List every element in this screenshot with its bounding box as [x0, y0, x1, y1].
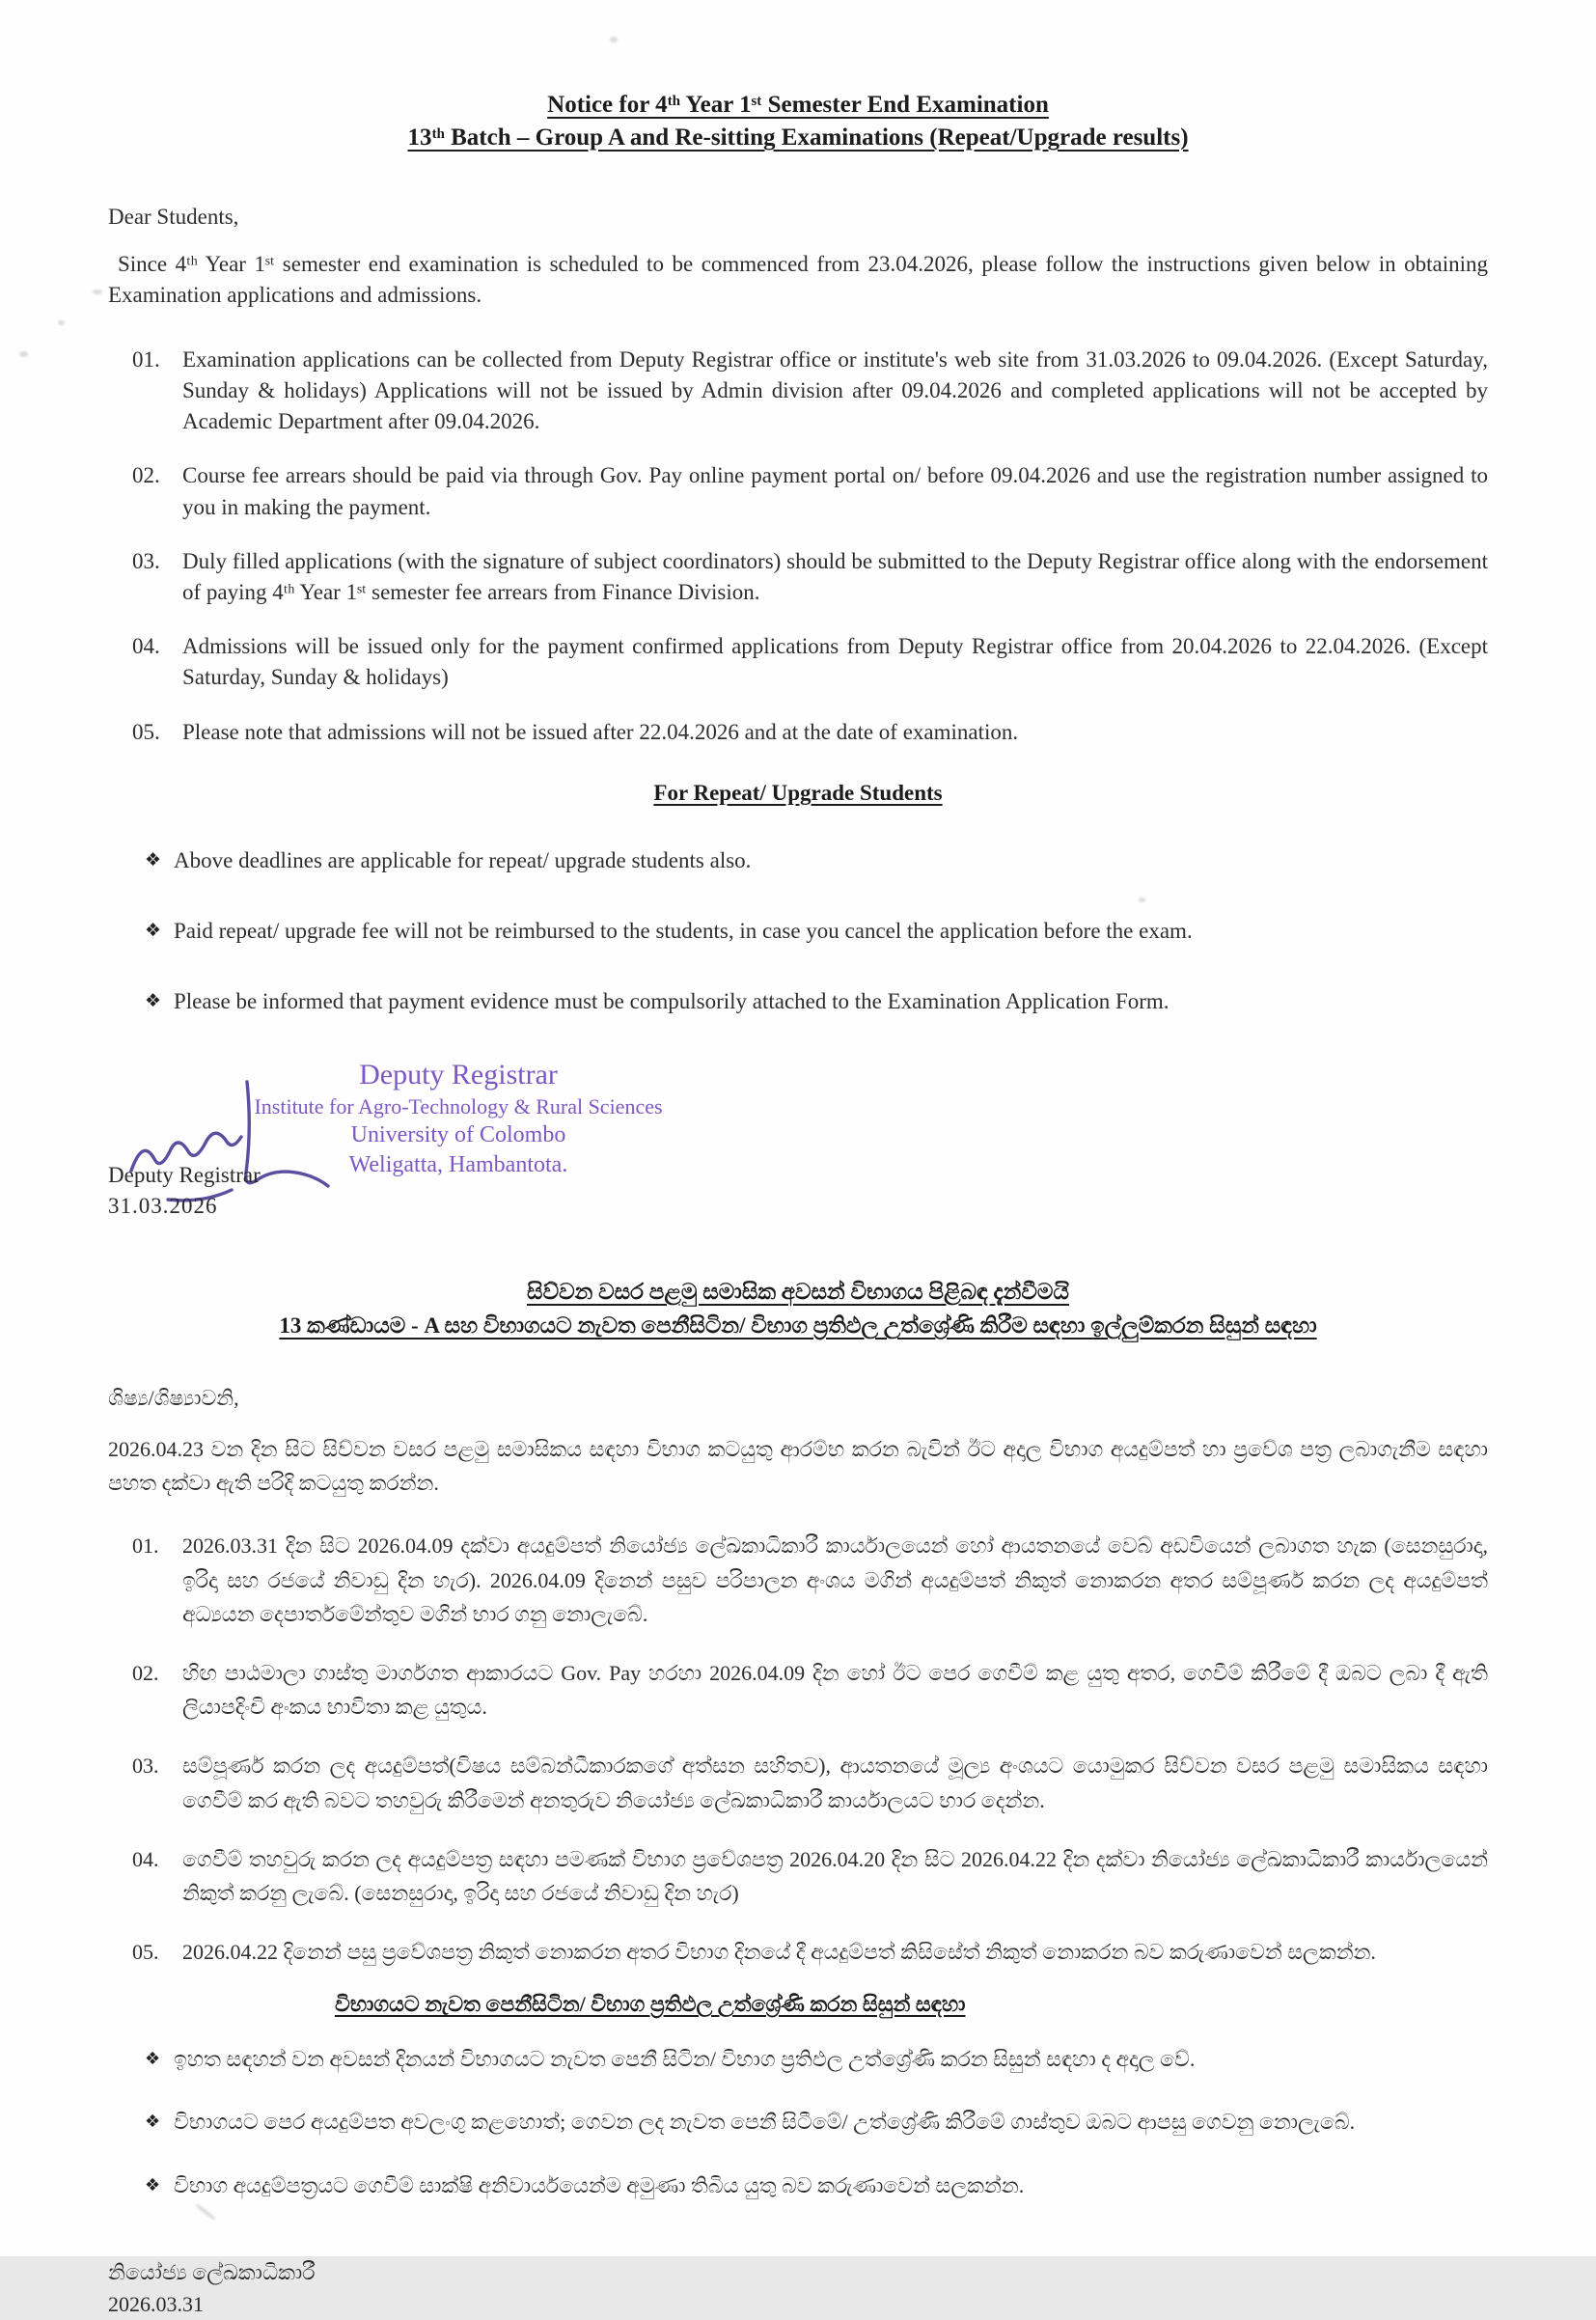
- item-number: 04.: [132, 634, 160, 659]
- diamond-bullet-icon: ❖: [145, 2049, 161, 2070]
- sinhala-title-line1: සිව්වන වසර පළමු සමාසික අවසන් විභාගය පිළිබඳ දැන්වීමයි: [527, 1279, 1069, 1304]
- bullet-item: [145, 2105, 1488, 2139]
- bullet-text: විභාග අයදුම්පත්‍රයට ගෙවීම් සාක්ෂි අනිවාර්යයෙන්ම අමුණා තිබිය යුතු බව කරුණාවෙන් සලකන්න.: [174, 2172, 1025, 2197]
- intro-paragraph-english: Since 4ᵗʰ Year 1ˢᵗ semester end examination is scheduled to be commenced from 23.04.2026, please follow the instructions given below in obtaining Examination applications and admissions.: [108, 251, 1488, 308]
- bullet-item: [145, 985, 1488, 1017]
- item-text: Please note that admissions will not be issued after 22.04.2026 and at the date of examination.: [182, 719, 1019, 744]
- sinhala-title-line2: 13 කණ්ඩායම - A සහ විභාගයට නැවත පෙනීසිටින/ විභාග ප්‍රතිඵල උත්ශ්‍රේණි කිරීම සඳහා ඉල්ලුම්කරන සිසුන් සඳහා: [279, 1313, 1317, 1339]
- scan-speck: [19, 351, 28, 357]
- item-text: Examination applications can be collected from Deputy Registrar office or institute's web site from 31.03.2026 to 09.04.2026. (Except Saturday, Sunday & holidays) Applications will not be issued by Admin division after 09.04.2026 and completed applications will not be accepted by Academic Department after 09.04.2026.: [182, 346, 1488, 434]
- bullet-item: [145, 2042, 1488, 2076]
- list-item: [132, 631, 1488, 693]
- notice-title-line2: 13ᵗʰ Batch – Group A and Re-sitting Examinations (Repeat/Upgrade results): [407, 124, 1189, 151]
- bullet-text: Above deadlines are applicable for repeat/ upgrade students also.: [174, 847, 752, 872]
- scan-speck: [1139, 898, 1145, 902]
- diamond-bullet-icon: ❖: [145, 2174, 161, 2196]
- stamp-institute: Institute for Agro-Technology & Rural Sciences: [254, 1094, 663, 1119]
- notice-title-line1: Notice for 4ᵗʰ Year 1ˢᵗ Semester End Examination: [547, 92, 1049, 118]
- list-item: [132, 1749, 1488, 1816]
- stamp-title: Deputy Registrar: [359, 1058, 558, 1091]
- item-text: Admissions will be issued only for the payment confirmed applications from Deputy Registrar office from 20.04.2026 to 22.04.2026. (Except Saturday, Sunday & holidays): [182, 634, 1488, 690]
- salutation-sinhala: ශිෂ්‍ය/ශිෂ්‍යාවනි,: [108, 1386, 239, 1410]
- sinhala-repeat-subheading: විභාගයට නැවත පෙනීසිටින/ විභාග ප්‍රතිඵල උත්ශ්‍රේණි කරන සිසුන් සඳහා: [335, 1992, 966, 2017]
- list-item: [132, 1842, 1488, 1910]
- signatory-name-english: Deputy Registrar: [108, 1162, 261, 1187]
- sinhala-title: [108, 1275, 1488, 1343]
- diamond-bullet-icon: ❖: [145, 848, 162, 870]
- notice-title: [108, 89, 1488, 154]
- intro-paragraph-sinhala: 2026.04.23 වන දින සිට සිව්වන වසර පළමු සමාසිකය සඳහා විභාග කටයුතු ආරම්භ කරන බැවින් ඊට අදාල විභාග අයදුම්පත් හා ප්‍රවේශ පත්‍ර ලබාගැනීම සඳහා පහත දක්වා ඇති පරිදි කටයුතු කරන්න.: [108, 1437, 1488, 1496]
- item-number: 03.: [132, 548, 160, 573]
- item-text: 2026.03.31 දින සිට 2026.04.09 දක්වා අයදුම්පත් නියෝජ්‍ය ලේඛකාධිකාරී කාර්යාලයෙන් හෝ ආයතනයේ වෙබ් අඩවියෙන් ලබාගත හැක (සෙනසුරාදා, ඉරිදා සහ රජයේ නිවාඩු දින හැර). 2026.04.09 දිනෙන් පසුව පරිපාලන අංශය මගින් අයදුම්පත් නිකුත් නොකරන අතර සම්පූර්ණ කරන ලද අයදුම්පත් අධ්‍යයන දෙපාර්තමේන්තුව මගින් භාර ගනු නොලැබේ.: [182, 1533, 1488, 1626]
- scan-speck: [93, 290, 102, 294]
- item-text: 2026.04.22 දිනෙන් පසු ප්‍රවේශපත්‍ර නිකුත් නොකරන අතර විභාග දිනයේ දී අයදුම්පත් කිසිසේත් නිකුත් නොකරන බව කරුණාවෙන් සලකන්න.: [182, 1940, 1376, 1965]
- bullet-item: [145, 915, 1488, 947]
- item-text: ගෙවීම් තහවුරු කරන ලද අයදුම්පත්‍ර සඳහා පමණක් විභාග ප්‍රවේශපත්‍ර 2026.04.20 දින සිට 2026.04.22 දින දක්වා නියෝජ්‍ය ලේඛකාධිකාරී කාර්යාලයෙන් නිකුත් කරනු ලැබේ. (සෙනසුරාදා, ඉරිදා සහ රජයේ නිවාඩු දින හැර): [182, 1846, 1488, 1905]
- scan-speck: [195, 2202, 217, 2221]
- stamp-location: Weligatta, Hambantota.: [348, 1151, 568, 1177]
- bullet-item: [145, 2168, 1488, 2202]
- signatory-name-sinhala: නියෝජ්‍ය ලේඛකාධිකාරී: [108, 2259, 316, 2284]
- signature-ink: [116, 1078, 367, 1213]
- scan-speck: [610, 37, 618, 42]
- bullet-item: [145, 844, 1488, 876]
- list-item: [132, 1656, 1488, 1724]
- list-item: [132, 460, 1488, 522]
- signature-zone: [108, 1057, 1488, 1261]
- bullet-text: Paid repeat/ upgrade fee will not be reimbursed to the students, in case you cancel the application before the exam.: [174, 919, 1193, 944]
- diamond-bullet-icon: ❖: [145, 990, 162, 1012]
- bullet-list-english: [108, 844, 1488, 1018]
- salutation-english: Dear Students,: [108, 204, 239, 229]
- list-item: [132, 546, 1488, 608]
- list-item: [132, 717, 1488, 748]
- item-number: 04.: [132, 1846, 159, 1871]
- list-item: [132, 345, 1488, 438]
- item-number: 02.: [132, 1660, 159, 1685]
- item-number: 01.: [132, 346, 160, 372]
- bullet-text: විභාගයට පෙර අයදුම්පත අවලංගු කළහොත්; ගෙවන ලද නැවත පෙනී සිටීමේ/ උත්ශ්‍රේණි කිරීමේ ගාස්තුව ඔබට ආපසු ගෙවනු නොලැබේ.: [174, 2110, 1356, 2135]
- item-number: 05.: [132, 719, 160, 744]
- bullet-text: ඉහත සඳහන් වන අවසන් දිනයන් විභාගයට නැවත පෙනී සිටින/ විභාග ප්‍රතිඵල උත්ශ්‍රේණි කරන සිසුන් සඳහා ද අදාල වේ.: [174, 2047, 1196, 2072]
- repeat-upgrade-heading: For Repeat/ Upgrade Students: [653, 780, 943, 805]
- stamp-university: University of Colombo: [350, 1122, 566, 1148]
- item-number: 02.: [132, 463, 160, 488]
- list-item: [132, 1529, 1488, 1631]
- scan-speck: [58, 320, 65, 325]
- diamond-bullet-icon: ❖: [145, 2112, 161, 2133]
- bullet-list-sinhala: [108, 2042, 1488, 2202]
- bullet-text: Please be informed that payment evidence must be compulsorily attached to the Examination Application Form.: [174, 989, 1169, 1014]
- item-text: සම්පූර්ණ කරන ලද අයදුම්පත්(විෂය සම්බන්ධීකාරකගේ අත්සන සහිතව), ආයතනයේ මූල්‍ය අංශයට යොමුකර සිව්වන වසර පළමු සමාසිකය සඳහා ගෙවීම් කර ඇති බවට තහවුරු කිරීමෙන් අනතුරුව නියෝජ්‍ය ලේඛකාධිකාරී කාර්යාලයට භාර දෙන්න.: [182, 1754, 1488, 1812]
- item-number: 05.: [132, 1940, 159, 1965]
- item-text: Course fee arrears should be paid via through Gov. Pay online payment portal on/ before 09.04.2026 and use the registration number assigned to you in making the payment.: [182, 463, 1488, 519]
- signature-date: 31.03.2026: [108, 1193, 218, 1218]
- numbered-list-english: [108, 345, 1488, 748]
- item-number: 03.: [132, 1754, 159, 1779]
- numbered-list-sinhala: [108, 1529, 1488, 1969]
- item-text: Duly filled applications (with the signature of subject coordinators) should be submitted to the Deputy Registrar office along with the endorsement of paying 4ᵗʰ Year 1ˢᵗ semester fee arrears from Finance Division.: [182, 548, 1488, 604]
- footer-signatory-block: [108, 2256, 1488, 2320]
- diamond-bullet-icon: ❖: [145, 920, 162, 942]
- item-number: 01.: [132, 1533, 159, 1559]
- item-text: හිඟ පාඨමාලා ගාස්තු මාර්ගගත ආකාරයට Gov. Pay හරහා 2026.04.09 දින හෝ ඊට පෙර ගෙවීම් කළ යුතු අතර, ගෙවීම් කිරීමේ දී ඔබට ලබා දී ඇති ලියාපදිංචි අංකය භාවිතා කළ යුතුය.: [182, 1660, 1488, 1720]
- list-item: [132, 1935, 1488, 1969]
- footer-date: 2026.03.31: [108, 2291, 204, 2316]
